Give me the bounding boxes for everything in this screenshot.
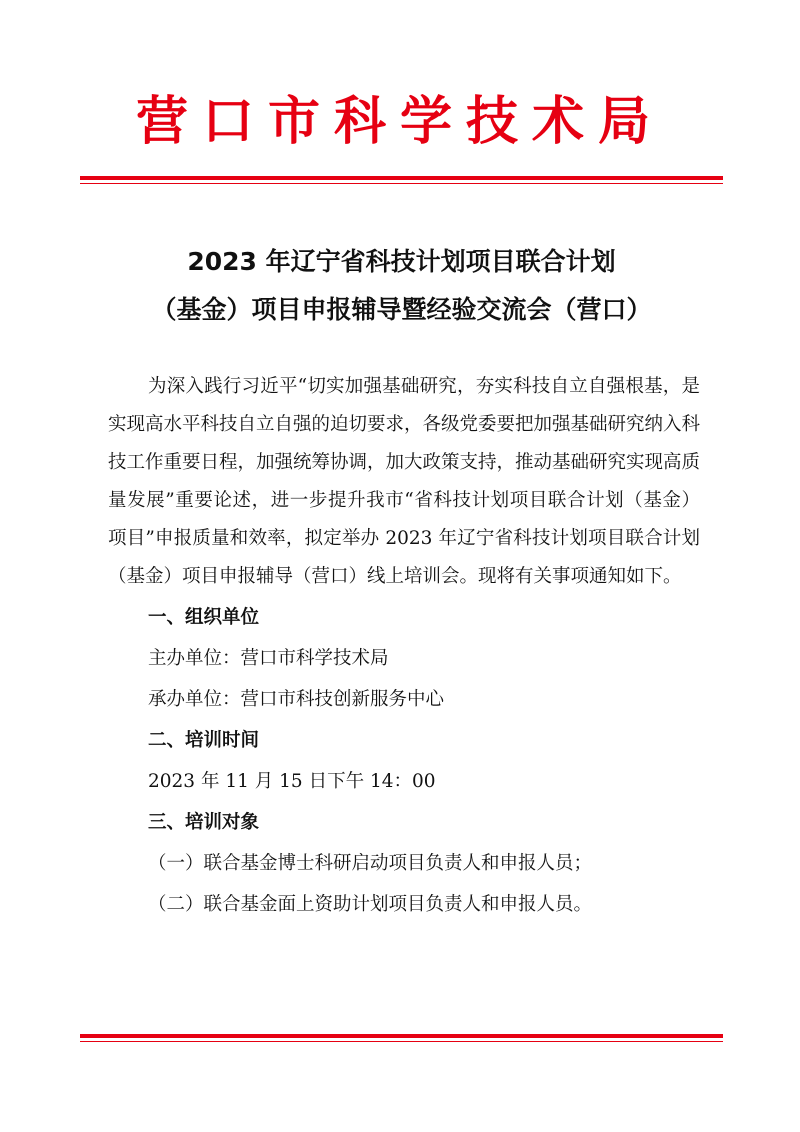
section-heading-audience: 三、培训对象	[148, 812, 260, 833]
training-time: 2023 年 11 月 15 日下午 14：00	[148, 771, 436, 792]
document-title	[80, 238, 723, 334]
host-unit: 主办单位：营口市科学技术局	[148, 648, 389, 669]
section-heading-time: 二、培训时间	[148, 730, 260, 751]
footer-divider	[80, 1034, 723, 1042]
title-line-1: 2023 年辽宁省科技计划项目联合计划	[187, 247, 616, 276]
audience-item-2: （二）联合基金面上资助计划项目负责人和申报人员。	[148, 894, 593, 915]
intro-paragraph: 为深入践行习近平“切实加强基础研究，夯实科技自立自强根基，是实现高水平科技自立自强的迫切要求，各级党委要把加强基础研究纳入科技工作重要日程，加强统筹协调，加大政策支持，推动基础研究实现高质量发展”重要论述，进一步提升我市“省科技计划项目联合计划（基金）项目”申报质量和效率，拟定举办 2023 年辽宁省科技计划项目联合计划（基金）项目申报辅导（营口）线上培训会。现将有关事项通知如下。	[108, 376, 701, 587]
audience-item-1: （一）联合基金博士科研启动项目负责人和申报人员；	[148, 853, 593, 874]
organizer-unit: 承办单位：营口市科技创新服务中心	[148, 689, 445, 710]
header-divider	[80, 176, 723, 184]
document-body	[108, 368, 700, 924]
title-line-2: （基金）项目申报辅导暨经验交流会（营口）	[151, 295, 652, 324]
section-heading-org: 一、组织单位	[148, 607, 260, 628]
issuer-masthead: 营口市科学技术局	[135, 91, 664, 152]
